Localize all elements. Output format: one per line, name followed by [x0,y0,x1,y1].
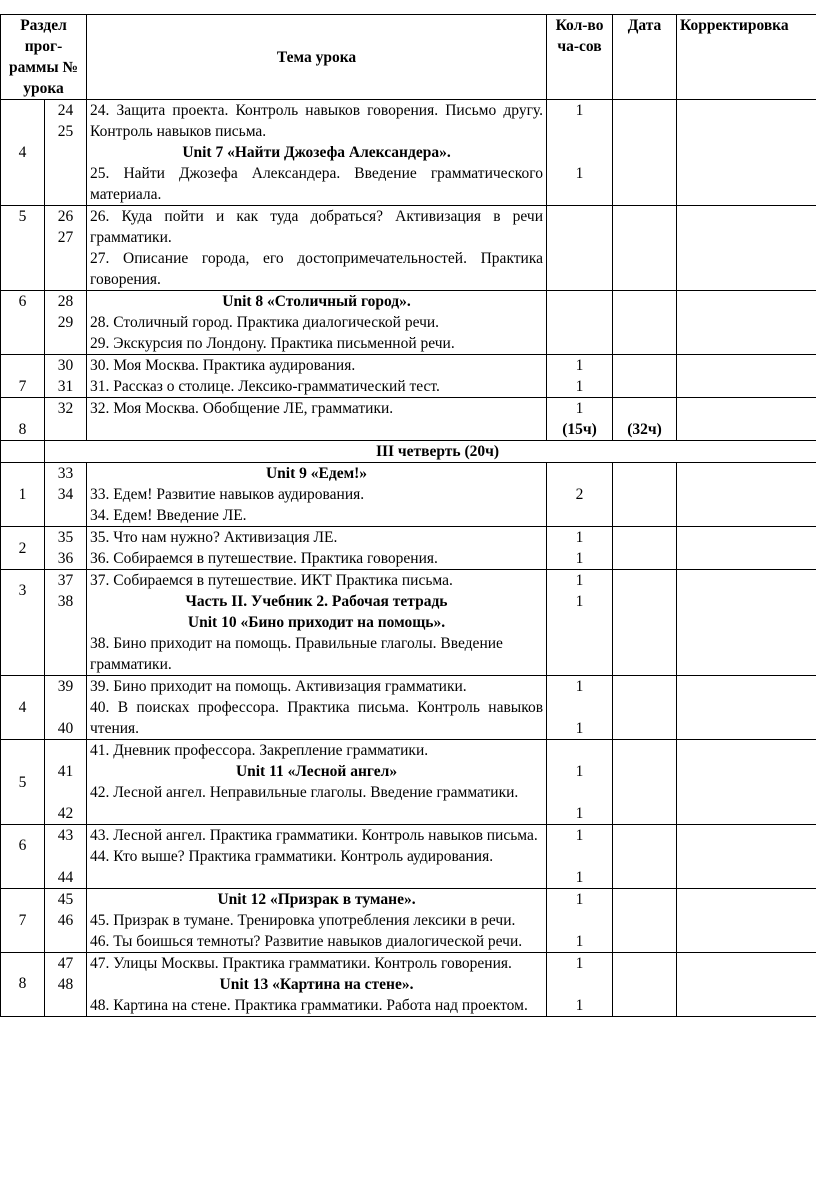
lesson-topic [87,527,547,570]
topic-line: 30. Моя Москва. Практика аудирования. [90,357,356,374]
topic-line: 31. Рассказ о столице. Лексико-грамматический тест. [90,378,440,395]
table-row [1,953,816,1017]
date-cell [613,100,677,206]
hours-value: 1 [575,357,584,374]
correction-cell [677,676,816,740]
header-correction: Корректировка [677,15,816,100]
correction-cell [677,463,816,527]
section-number: 1 [1,463,45,527]
date-cell [613,206,677,291]
section-number: 7 [1,355,45,398]
topic-line: 41. Дневник профессора. Закрепление грамматики. [90,742,429,759]
lesson-number: 40 [57,720,74,737]
correction-cell [677,206,816,291]
topic-line: 45. Призрак в тумане. Тренировка употребления лексики в речи. [90,912,516,929]
lesson-number: 48 [57,976,74,993]
hours-cell [547,463,613,527]
hours-value: 1 [575,550,584,567]
quarter-title: III четверть (20ч) [45,441,816,463]
table-row [1,355,816,398]
topic-line: 37. Собираемся в путешествие. ИКТ Практика письма. [90,572,453,589]
table-row [1,825,816,889]
quarter-row [1,441,816,463]
unit-title: Unit 9 «Едем!» [265,465,368,482]
hours-cell [547,291,613,355]
hours-cell [547,355,613,398]
quarter-hours-total: (15ч) [562,421,597,438]
lesson-number: 25 [57,123,74,140]
section-number: 6 [1,291,45,355]
lesson-number: 32 [57,400,74,417]
header-hours: Кол-во ча-сов [547,15,613,100]
date-cell [613,570,677,676]
section-number: 4 [1,676,45,740]
lesson-number: 36 [57,550,74,567]
lesson-topic [87,355,547,398]
lesson-number: 26 [57,208,74,225]
date-cell [613,527,677,570]
lesson-number: 41 [57,763,74,780]
lesson-number: 38 [57,593,74,610]
hours-value: 1 [575,997,584,1014]
topic-line: 26. Куда пойти и как туда добраться? Активизация в речи грамматики. [90,208,544,246]
lesson-numbers [45,100,87,206]
date-cell [613,676,677,740]
hours-cell [547,570,613,676]
correction-cell [677,527,816,570]
lesson-topic [87,291,547,355]
section-number: 5 [1,740,45,825]
unit-title: Unit 8 «Столичный город». [222,293,411,310]
correction-cell [677,953,816,1017]
table-row [1,398,816,441]
table-row [1,889,816,953]
unit-title: Unit 11 «Лесной ангел» [235,763,398,780]
hours-value: 1 [575,827,584,844]
hours-cell [547,889,613,953]
lesson-number: 24 [57,102,74,119]
hours-value: 1 [575,805,584,822]
lesson-number: 42 [57,805,74,822]
topic-line: 28. Столичный город. Практика диалогической речи. [90,314,440,331]
lesson-number: 30 [57,357,74,374]
hours-value: 1 [575,891,584,908]
table-row [1,740,816,825]
hours-value: 1 [575,400,584,417]
part-title: Часть II. Учебник 2. Рабочая тетрадь [185,593,448,610]
date-cell [613,463,677,527]
hours-value: 1 [575,593,584,610]
hours-cell [547,206,613,291]
header-section: Раздел прог-раммы № урока [1,15,87,100]
hours-value: 1 [575,933,584,950]
lesson-number: 45 [57,891,74,908]
hours-value: 1 [575,678,584,695]
lesson-topic [87,463,547,527]
topic-line: 33. Едем! Развитие навыков аудирования. [90,486,365,503]
date-cell [613,953,677,1017]
lesson-number: 29 [57,314,74,331]
table-row [1,570,816,676]
topic-line: 39. Бино приходит на помощь. Активизация грамматики. [90,678,467,695]
table-row [1,463,816,527]
lesson-plan-table [0,14,816,1017]
section-number: 8 [1,953,45,1017]
lesson-topic [87,570,547,676]
date-cell [613,355,677,398]
topic-line: 38. Бино приходит на помощь. Правильные глаголы. Введение грамматики. [90,635,503,673]
lesson-numbers [45,398,87,441]
topic-line: 36. Собираемся в путешествие. Практика говорения. [90,550,438,567]
lesson-numbers [45,953,87,1017]
hours-value: 1 [575,869,584,886]
date-cell [613,889,677,953]
lesson-number: 33 [57,465,74,482]
hours-value: 1 [575,763,584,780]
hours-value: 1 [575,572,584,589]
hours-value: 1 [575,102,584,119]
topic-line: 34. Едем! Введение ЛЕ. [90,507,247,524]
topic-line: 43. Лесной ангел. Практика грамматики. Контроль навыков письма. [90,827,538,844]
date-cell [613,291,677,355]
table-header-row [1,15,816,100]
lesson-topic [87,206,547,291]
hours-cell [547,825,613,889]
lesson-numbers [45,355,87,398]
correction-cell [677,570,816,676]
lesson-topic [87,825,547,889]
lesson-number: 31 [57,378,74,395]
lesson-number: 27 [57,229,74,246]
lesson-numbers [45,740,87,825]
section-number: 3 [1,570,45,676]
unit-title: Unit 13 «Картина на стене». [219,976,414,993]
lesson-numbers [45,291,87,355]
lesson-topic [87,100,547,206]
unit-title: Unit 10 «Бино приходит на помощь». [187,614,446,631]
header-date: Дата [613,15,677,100]
table-row [1,527,816,570]
section-number: 2 [1,527,45,570]
correction-cell [677,291,816,355]
lesson-number: 44 [57,869,74,886]
correction-cell [677,398,816,441]
lesson-number: 28 [57,293,74,310]
quarter-empty-cell [1,441,45,463]
table-row [1,100,816,206]
table-row [1,206,816,291]
section-number: 8 [1,398,45,441]
section-number: 4 [1,100,45,206]
unit-title: Unit 7 «Найти Джозефа Александера». [182,144,451,161]
hours-cell [547,953,613,1017]
lesson-topic [87,398,547,441]
unit-title: Unit 12 «Призрак в тумане». [217,891,416,908]
hours-cell [547,676,613,740]
lesson-numbers [45,527,87,570]
correction-cell [677,355,816,398]
hours-cell [547,100,613,206]
lesson-number: 34 [57,486,74,503]
lesson-topic [87,740,547,825]
hours-value: 1 [575,378,584,395]
table-row [1,291,816,355]
section-number: 5 [1,206,45,291]
lesson-number: 46 [57,912,74,929]
header-topic: Тема урока [87,15,547,100]
table-row [1,676,816,740]
topic-line: 40. В поисках профессора. Практика письма. Контроль навыков чтения. [90,699,544,737]
hours-value: 1 [575,165,584,182]
hours-value: 1 [575,529,584,546]
date-cell [613,740,677,825]
lesson-topic [87,889,547,953]
hours-cell [547,398,613,441]
lesson-number: 35 [57,529,74,546]
date-cell [613,825,677,889]
topic-line: 42. Лесной ангел. Неправильные глаголы. Введение грамматики. [90,784,519,801]
lesson-numbers [45,206,87,291]
topic-line: 24. Защита проекта. Контроль навыков говорения. Письмо другу. Контроль навыков письма. [90,102,544,140]
lesson-number: 47 [57,955,74,972]
topic-line: 35. Что нам нужно? Активизация ЛЕ. [90,529,338,546]
section-number: 7 [1,889,45,953]
correction-cell [677,825,816,889]
topic-line: 27. Описание города, его достопримечательностей. Практика говорения. [90,250,544,288]
correction-cell [677,740,816,825]
topic-line: 25. Найти Джозефа Александера. Введение грамматического материала. [90,165,544,203]
date-cell: (32ч) [613,398,677,441]
lesson-topic [87,676,547,740]
lesson-numbers [45,676,87,740]
topic-line: 29. Экскурсия по Лондону. Практика письменной речи. [90,335,455,352]
lesson-numbers [45,889,87,953]
lesson-numbers [45,570,87,676]
lesson-number: 43 [57,827,74,844]
lesson-number: 37 [57,572,74,589]
topic-line: 44. Кто выше? Практика грамматики. Контроль аудирования. [90,848,494,865]
hours-value: 2 [575,486,584,503]
lesson-topic [87,953,547,1017]
lesson-numbers [45,825,87,889]
correction-cell [677,889,816,953]
topic-line: 47. Улицы Москвы. Практика грамматики. Контроль говорения. [90,955,512,972]
topic-line: 32. Моя Москва. Обобщение ЛЕ, грамматики. [90,400,394,417]
hours-cell [547,527,613,570]
hours-value: 1 [575,955,584,972]
hours-cell [547,740,613,825]
correction-cell [677,100,816,206]
topic-line: 48. Картина на стене. Практика грамматики. Работа над проектом. [90,997,528,1014]
lesson-numbers [45,463,87,527]
hours-value: 1 [575,720,584,737]
lesson-number: 39 [57,678,74,695]
section-number: 6 [1,825,45,889]
topic-line: 46. Ты боишься темноты? Развитие навыков диалогической речи. [90,933,523,950]
